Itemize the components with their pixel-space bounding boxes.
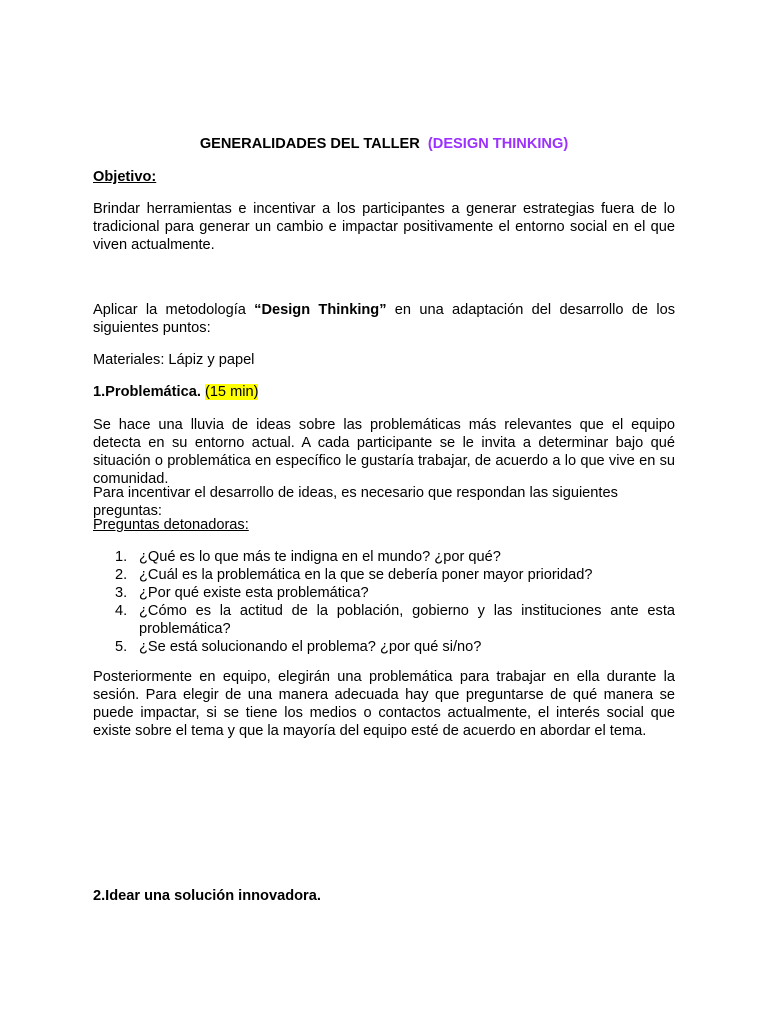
list-item <box>93 548 675 566</box>
section1-paragraph-2: Para incentivar el desarrollo de ideas, es necesario que respondan las siguientes preguntas: <box>93 485 618 519</box>
method-text-post: en una adaptación del desarrollo de los siguientes puntos: <box>93 302 675 336</box>
materials-line: Materiales: Lápiz y papel <box>93 352 255 368</box>
section2-heading: 2.Idear una solución innovadora. <box>93 888 321 904</box>
method-paragraph <box>93 301 675 337</box>
objective-paragraph: Brindar herramientas e incentivar a los participantes a generar estrategias fuera de lo tradicional para generar un cambio e impactar positivamente el entorno social en el que viven actualmente. <box>93 201 675 253</box>
list-item-number: 1. <box>115 549 128 565</box>
document-title <box>93 135 675 153</box>
questions-list <box>93 548 675 656</box>
list-item <box>93 584 675 602</box>
section1-paragraph-3: Posteriormente en equipo, elegirán una problemática para trabajar en ella durante la sesión. Para elegir de una manera adecuada hay que preguntarse de qué manera se puede impactar, si se tiene los medios o contactos actualmente, el interés social que existe sobre el tema y que la mayoría del equipo esté de acuerdo en abordar el tema. <box>93 669 675 739</box>
section1-title: 1.Problemática. <box>93 384 201 400</box>
list-item <box>93 566 675 584</box>
list-item-text: ¿Se está solucionando el problema? ¿por qué si/no? <box>139 639 482 655</box>
list-item-text: ¿Cómo es la actitud de la población, gobierno y las instituciones ante esta problemática? <box>139 603 675 637</box>
title-main: GENERALIDADES DEL TALLER <box>199 136 420 152</box>
title-subtitle: (DESIGN THINKING) <box>427 136 569 152</box>
list-item-number: 4. <box>115 603 128 619</box>
list-item <box>93 638 675 656</box>
list-item-text: ¿Cuál es la problemática en la que se debería poner mayor prioridad? <box>139 567 593 583</box>
list-item <box>93 602 675 638</box>
list-item-text: ¿Por qué existe esta problemática? <box>139 585 369 601</box>
section1-time-badge: (15 min) <box>204 384 259 400</box>
list-item-text: ¿Qué es lo que más te indigna en el mundo? ¿por qué? <box>139 549 501 565</box>
method-text-pre: Aplicar la metodología <box>93 302 255 318</box>
list-item-number: 2. <box>115 567 128 583</box>
section1-paragraph-1: Se hace una lluvia de ideas sobre las problemáticas más relevantes que el equipo detecta en su entorno actual. A cada participante se le invita a determinar bajo qué situación o problemática en específico le gustaría trabajar, de acuerdo a lo que vive en su comunidad. <box>93 417 675 487</box>
objective-heading: Objetivo: <box>93 169 157 185</box>
questions-heading: Preguntas detonadoras: <box>93 517 249 533</box>
list-item-number: 3. <box>115 585 128 601</box>
document-page <box>93 0 675 1024</box>
section1-heading <box>93 383 675 401</box>
method-text-bold: “Design Thinking” <box>254 302 387 318</box>
list-item-number: 5. <box>115 639 128 655</box>
